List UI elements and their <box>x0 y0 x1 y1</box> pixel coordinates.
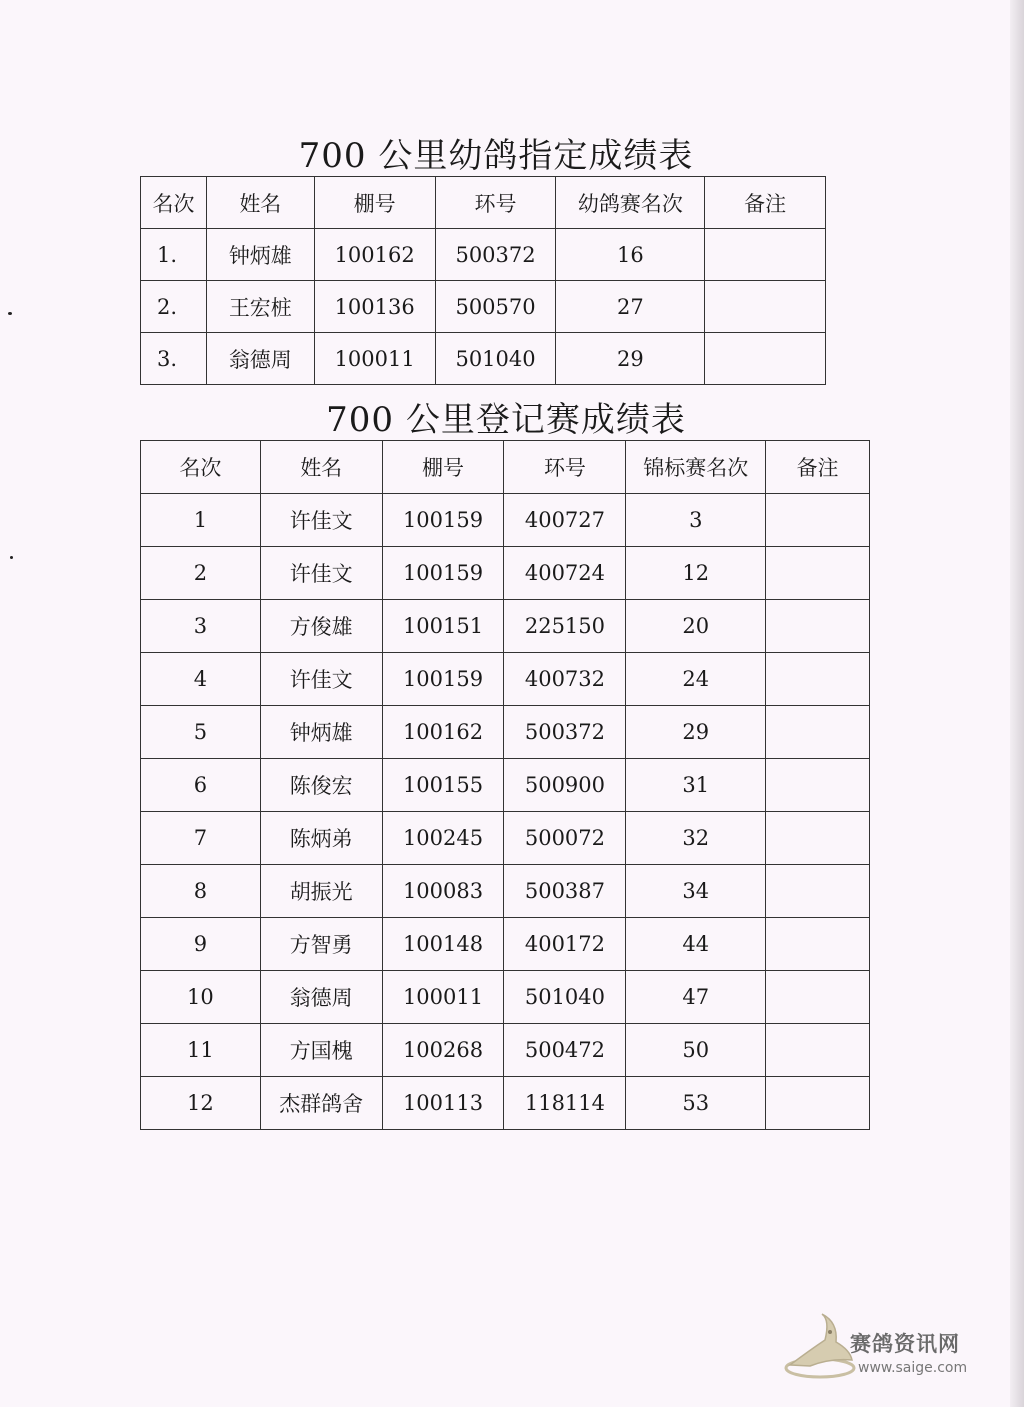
cell-rank: 11 <box>141 1024 261 1077</box>
cell-name: 方国槐 <box>260 1024 382 1077</box>
cell-name: 方智勇 <box>260 918 382 971</box>
table-row <box>141 1024 870 1077</box>
cell-remarks <box>766 759 870 812</box>
cell-remarks <box>705 281 826 333</box>
header-championship-rank: 锦标赛名次 <box>626 441 766 494</box>
site-watermark <box>780 1310 1000 1400</box>
cell-name: 许佳文 <box>260 547 382 600</box>
cell-ring-number: 500472 <box>504 1024 626 1077</box>
header-race-rank: 幼鸽赛名次 <box>556 177 705 229</box>
cell-rank: 10 <box>141 971 261 1024</box>
cell-ring-number: 400172 <box>504 918 626 971</box>
cell-name: 钟炳雄 <box>206 229 314 281</box>
cell-rank: 3 <box>141 600 261 653</box>
table-row <box>141 653 870 706</box>
cell-rank: 1. <box>141 229 207 281</box>
cell-ring-number: 501040 <box>504 971 626 1024</box>
cell-name: 钟炳雄 <box>260 706 382 759</box>
cell-rank: 3. <box>141 333 207 385</box>
cell-rank: 2 <box>141 547 261 600</box>
cell-race-rank: 12 <box>626 547 766 600</box>
cell-ring-number: 500387 <box>504 865 626 918</box>
cell-name: 许佳文 <box>260 494 382 547</box>
cell-remarks <box>766 494 870 547</box>
watermark-url: www.saige.com <box>858 1360 968 1376</box>
watermark-site-name: 赛鸽资讯网 <box>850 1332 960 1356</box>
cell-race-rank: 47 <box>626 971 766 1024</box>
cell-remarks <box>766 706 870 759</box>
cell-race-rank: 3 <box>626 494 766 547</box>
cell-rank: 5 <box>141 706 261 759</box>
cell-race-rank: 32 <box>626 812 766 865</box>
cell-rank: 8 <box>141 865 261 918</box>
cell-loft-number: 100268 <box>382 1024 504 1077</box>
cell-race-rank: 34 <box>626 865 766 918</box>
table-row <box>141 333 826 385</box>
cell-remarks <box>705 333 826 385</box>
cell-loft-number: 100155 <box>382 759 504 812</box>
cell-remarks <box>766 1024 870 1077</box>
cell-race-rank: 44 <box>626 918 766 971</box>
page-edge <box>1010 0 1024 1407</box>
cell-ring-number: 400727 <box>504 494 626 547</box>
cell-ring-number: 500372 <box>504 706 626 759</box>
header-ring-number: 环号 <box>435 177 556 229</box>
cell-name: 陈俊宏 <box>260 759 382 812</box>
cell-name: 许佳文 <box>260 653 382 706</box>
cell-remarks <box>766 547 870 600</box>
table2-title: 700 公里登记赛成绩表 <box>326 400 686 440</box>
table-row <box>141 865 870 918</box>
cell-race-rank: 24 <box>626 653 766 706</box>
table-row <box>141 759 870 812</box>
table-row <box>141 706 870 759</box>
header-rank: 名次 <box>141 441 261 494</box>
table-header-row <box>141 441 870 494</box>
cell-name: 翁德周 <box>260 971 382 1024</box>
header-rank: 名次 <box>141 177 207 229</box>
cell-loft-number: 100113 <box>382 1077 504 1130</box>
table-row <box>141 281 826 333</box>
cell-race-rank: 29 <box>556 333 705 385</box>
cell-remarks <box>766 865 870 918</box>
cell-race-rank: 16 <box>556 229 705 281</box>
cell-loft-number: 100162 <box>314 229 435 281</box>
cell-remarks <box>766 1077 870 1130</box>
cell-remarks <box>766 600 870 653</box>
table-row <box>141 547 870 600</box>
pigeon-logo-icon <box>780 1310 860 1390</box>
cell-remarks <box>766 812 870 865</box>
cell-name: 翁德周 <box>206 333 314 385</box>
cell-race-rank: 20 <box>626 600 766 653</box>
scan-speck <box>8 312 12 315</box>
cell-loft-number: 100245 <box>382 812 504 865</box>
header-loft-number: 棚号 <box>382 441 504 494</box>
header-loft-number: 棚号 <box>314 177 435 229</box>
cell-loft-number: 100159 <box>382 547 504 600</box>
header-name: 姓名 <box>206 177 314 229</box>
cell-remarks <box>766 918 870 971</box>
cell-rank: 12 <box>141 1077 261 1130</box>
cell-ring-number: 225150 <box>504 600 626 653</box>
cell-loft-number: 100162 <box>382 706 504 759</box>
table1-title: 700 公里幼鸽指定成绩表 <box>298 136 694 176</box>
cell-remarks <box>705 229 826 281</box>
cell-loft-number: 100011 <box>382 971 504 1024</box>
cell-ring-number: 500570 <box>435 281 556 333</box>
cell-rank: 6 <box>141 759 261 812</box>
header-remarks: 备注 <box>705 177 826 229</box>
header-remarks: 备注 <box>766 441 870 494</box>
cell-name: 方俊雄 <box>260 600 382 653</box>
cell-remarks <box>766 653 870 706</box>
cell-rank: 2. <box>141 281 207 333</box>
cell-ring-number: 501040 <box>435 333 556 385</box>
table-row <box>141 971 870 1024</box>
cell-ring-number: 500072 <box>504 812 626 865</box>
table-row <box>141 812 870 865</box>
cell-remarks <box>766 971 870 1024</box>
cell-name: 胡振光 <box>260 865 382 918</box>
cell-rank: 9 <box>141 918 261 971</box>
cell-loft-number: 100136 <box>314 281 435 333</box>
cell-name: 陈炳弟 <box>260 812 382 865</box>
cell-loft-number: 100083 <box>382 865 504 918</box>
table-row <box>141 918 870 971</box>
table-header-row <box>141 177 826 229</box>
cell-loft-number: 100011 <box>314 333 435 385</box>
table-row <box>141 600 870 653</box>
cell-race-rank: 53 <box>626 1077 766 1130</box>
cell-rank: 1 <box>141 494 261 547</box>
cell-name: 王宏桩 <box>206 281 314 333</box>
cell-ring-number: 500372 <box>435 229 556 281</box>
cell-race-rank: 31 <box>626 759 766 812</box>
cell-race-rank: 50 <box>626 1024 766 1077</box>
table-row <box>141 229 826 281</box>
cell-rank: 4 <box>141 653 261 706</box>
header-ring-number: 环号 <box>504 441 626 494</box>
cell-ring-number: 500900 <box>504 759 626 812</box>
table-row <box>141 1077 870 1130</box>
cell-name: 杰群鸽舍 <box>260 1077 382 1130</box>
scan-speck <box>10 556 13 559</box>
cell-ring-number: 400732 <box>504 653 626 706</box>
youth-pigeon-results-table <box>140 176 826 385</box>
cell-ring-number: 400724 <box>504 547 626 600</box>
registration-race-results-table <box>140 440 870 1130</box>
cell-loft-number: 100148 <box>382 918 504 971</box>
cell-loft-number: 100159 <box>382 653 504 706</box>
cell-loft-number: 100151 <box>382 600 504 653</box>
table-row <box>141 494 870 547</box>
cell-loft-number: 100159 <box>382 494 504 547</box>
header-name: 姓名 <box>260 441 382 494</box>
cell-race-rank: 27 <box>556 281 705 333</box>
cell-rank: 7 <box>141 812 261 865</box>
cell-race-rank: 29 <box>626 706 766 759</box>
cell-ring-number: 118114 <box>504 1077 626 1130</box>
